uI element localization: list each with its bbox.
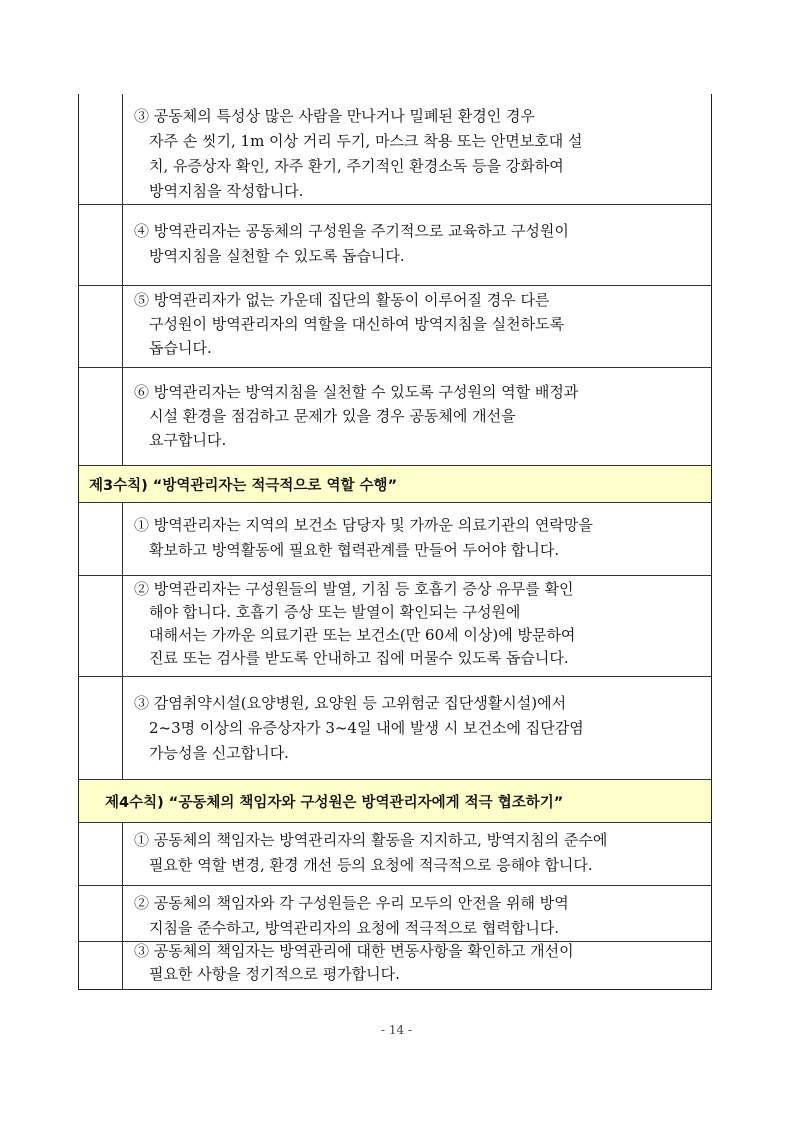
item-text: ⑥ 방역관리자는 방역지침을 실천할 수 있도록 구성원의 역할 배정과 시설 환경을 점검하고 문제가 있을 경우 공동체에 개선을 요구합니다. — [134, 383, 579, 449]
item-text: ③ 감염취약시설(요양병원, 요양원 등 고위험군 집단생활시설)에서 2~3명 이상의 유증상자가 3~4일 내에 발생 시 보건소에 집단감염 가능성을 신고합니다. — [134, 694, 584, 762]
section-title: 제4수칙) “공동체의 책임자와 구성원은 방역관리자에게 적극 협조하기” — [105, 794, 564, 811]
row-gutter — [79, 368, 123, 465]
item-3c — [79, 942, 711, 989]
row-gutter — [79, 677, 123, 779]
item-2c — [79, 886, 711, 942]
row-gutter — [79, 286, 123, 367]
section-header-4 — [79, 779, 711, 823]
item-5a — [79, 286, 711, 368]
guideline-table — [78, 94, 712, 990]
row-gutter — [79, 205, 123, 285]
item-text: ② 공동체의 책임자와 각 구성원들은 우리 모두의 안전을 위해 방역 지침을 준수하고, 방역관리자의 요청에 적극적으로 협력합니다. — [134, 894, 569, 937]
section-title: 제3수칙) “방역관리자는 적극적으로 역할 수행” — [89, 477, 398, 494]
item-4a — [79, 205, 711, 286]
item-6a — [79, 368, 711, 465]
item-text: ② 방역관리자는 구성원들의 발열, 기침 등 호흡기 증상 유무를 확인 해야 합니다. 호흡기 증상 또는 발열이 확인되는 구성원에 대해서는 가까운 의료기관 또는 보건소(만 60세 이상)에 방문하여 진료 또는 검사를 받도록 안내하고 집에 머물수 있도록 돕습니다. — [134, 580, 576, 667]
page-number: - 14 - — [380, 1023, 412, 1037]
item-text: ③ 공동체의 특성상 많은 사람을 만나거나 밀폐된 환경인 경우 자주 손 씻기, 1m 이상 거리 두기, 마스크 착용 또는 안면보호대 설 치, 유증상자 확인, 자주 환기, 주기적인 환경소독 등을 강화하여 방역지침을 작성합니다. — [134, 107, 583, 200]
row-gutter — [79, 886, 123, 941]
row-gutter — [79, 503, 123, 575]
item-text: ① 방역관리자는 지역의 보건소 담당자 및 가까운 의료기관의 연락망을 확보하고 방역활동에 필요한 협력관계를 만들어 두어야 합니다. — [134, 516, 593, 559]
item-3a — [79, 94, 711, 205]
section-header-3 — [79, 465, 711, 503]
item-text: ③ 공동체의 책임자는 방역관리에 대한 변동사항을 확인하고 개선이 필요한 사항을 정기적으로 평가합니다. — [134, 942, 574, 983]
item-2b — [79, 576, 711, 677]
item-text: ⑤ 방역관리자가 없는 가운데 집단의 활동이 이루어질 경우 다른 구성원이 방역관리자의 역할을 대신하여 방역지침을 실천하도록 돕습니다. — [134, 291, 565, 357]
item-1c — [79, 823, 711, 886]
item-3b — [79, 677, 711, 779]
row-gutter — [79, 942, 123, 989]
row-gutter — [79, 94, 123, 204]
item-text: ④ 방역관리자는 공동체의 구성원을 주기적으로 교육하고 구성원이 방역지침을 실천할 수 있도록 돕습니다. — [134, 222, 569, 265]
row-gutter — [79, 823, 123, 885]
item-text: ① 공동체의 책임자는 방역관리자의 활동을 지지하고, 방역지침의 준수에 필요한 역할 변경, 환경 개선 등의 요청에 적극적으로 응해야 합니다. — [134, 831, 608, 874]
row-gutter — [79, 576, 123, 676]
item-1b — [79, 503, 711, 576]
